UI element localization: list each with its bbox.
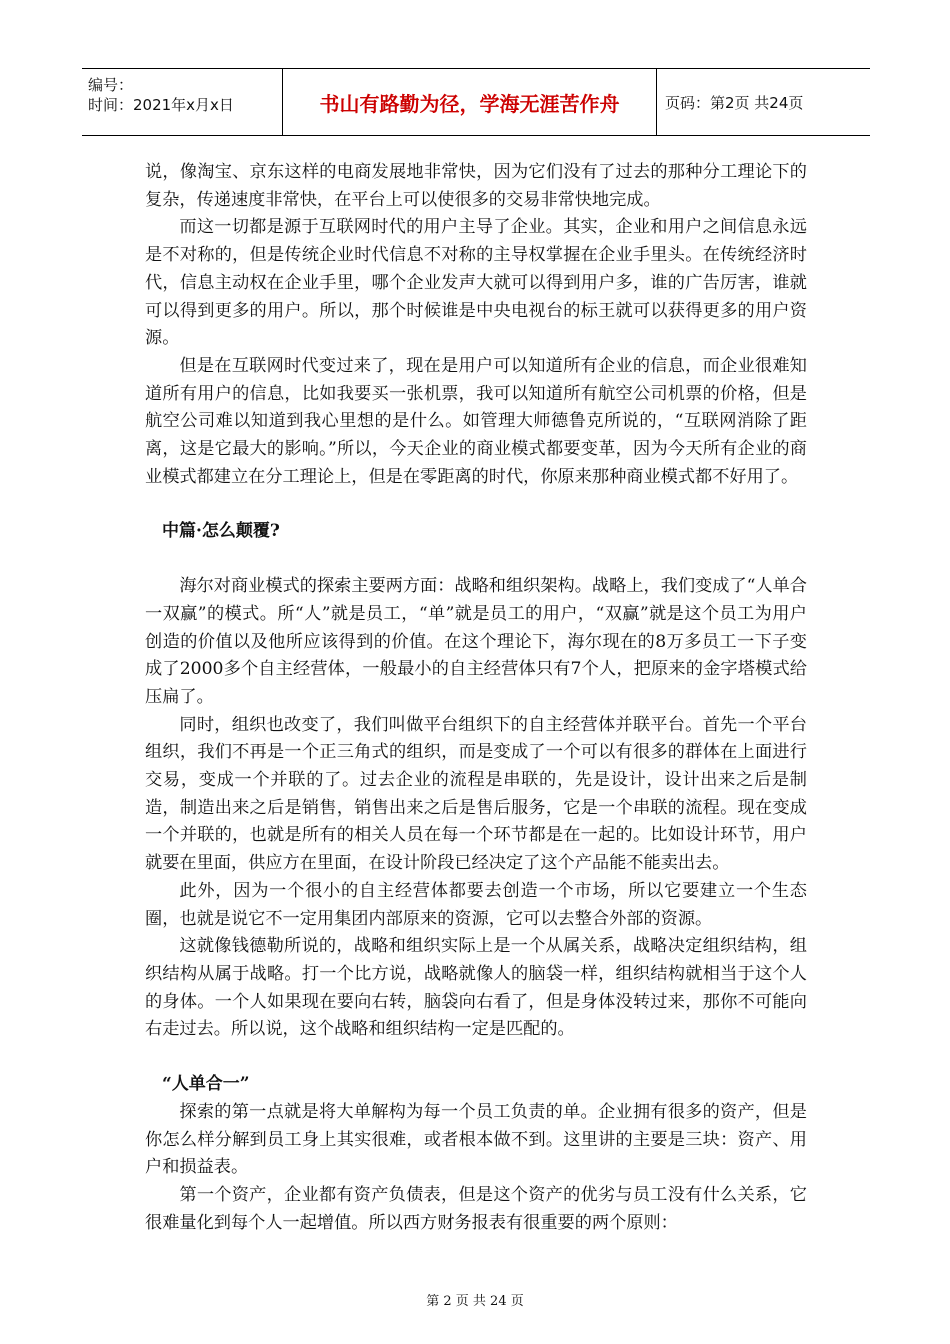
- paragraph: 而这一切都是源于互联网时代的用户主导了企业。其实，企业和用户之间信息永远是不对称的，但是传统企业时代信息不对称的主导权掌握在企业手里头。在传统经济时代，信息主动权在企业手里，哪个企业发声大就可以得到用户多，谁的广告厉害，谁就可以得到更多的用户。所以，那个时候谁是中央电视台的标王就可以获得更多的用户资源。: [145, 217, 807, 349]
- document-body: [145, 159, 807, 1237]
- number-label: 编号：: [88, 76, 134, 94]
- paragraph: 探索的第一点就是将大单解构为每一个员工负责的单。企业拥有很多的资产，但是你怎么样分解到员工身上其实很难，或者根本做不到。这里讲的主要是三块：资产、用户和损益表。: [145, 1101, 807, 1178]
- paragraph: 此外，因为一个很小的自主经营体都要去创造一个市场，所以它要建立一个生态圈，也就是说它不一定用集团内部原来的资源，它可以去整合外部的资源。: [145, 880, 807, 929]
- header-meta: [82, 69, 283, 135]
- paragraph: 第一个资产，企业都有资产负债表，但是这个资产的优劣与员工没有什么关系，它很难量化到每个人一起增值。所以西方财务报表有很重要的两个原则：: [145, 1184, 807, 1233]
- paragraph: 同时，组织也改变了，我们叫做平台组织下的自主经营体并联平台。首先一个平台组织，我们不再是一个正三角式的组织，而是变成了一个可以有很多的群体在上面进行交易，变成一个并联的了。过去企业的流程是串联的，先是设计，设计出来之后是制造，制造出来之后是销售，销售出来之后是售后服务，它是一个串联的流程。现在变成一个并联的，也就是所有的相关人员在每一个环节都是在一起的。比如设计环节，用户就要在里面，供应方在里面，在设计阶段已经决定了这个产品能不能卖出去。: [145, 714, 807, 874]
- header-motto: 书山有路勤为径，学海无涯苦作舟: [283, 69, 657, 135]
- paragraph: 海尔对商业模式的探索主要两方面：战略和组织架构。战略上，我们变成了“人单合一双赢”的模式。所“人”就是员工，“单”就是员工的用户，“双赢”就是这个员工为用户创造的价值以及他所应该得到的价值。在这个理论下，海尔现在的8万多员工一下子变成了2000多个自主经营体，一般最小的自主经营体只有7个人，把原来的金字塔模式给压扁了。: [145, 576, 807, 707]
- section-heading: “人单合一”: [162, 1074, 250, 1095]
- paragraph: 但是在互联网时代变过来了，现在是用户可以知道所有企业的信息，而企业很难知道所有用户的信息，比如我要买一张机票，我可以知道所有航空公司机票的价格，但是航空公司难以知道到我心里想的是什么。如管理大师德鲁克所说的，“互联网消除了距离，这是它最大的影响。”所以，今天企业的商业模式都要变革，因为今天所有企业的商业模式都建立在分工理论上，但是在零距离的时代，你原来那种商业模式都不好用了。: [145, 355, 807, 487]
- time-label: 时间：2021年x月x日: [88, 96, 234, 114]
- header-page-info: 页码：第2页 共24页: [665, 93, 804, 112]
- paragraph: 这就像钱德勒所说的，战略和组织实际上是一个从属关系，战略决定组织结构，组织结构从属于战略。打一个比方说，战略就像人的脑袋一样，组织结构就相当于这个人的身体。一个人如果现在要向右转，脑袋向右看了，但是身体没转过来，那你不可能向右走过去。所以说，这个战略和组织结构一定是匹配的。: [145, 936, 807, 1040]
- section-heading: 中篇·怎么颠覆?: [162, 521, 280, 542]
- header-table: [82, 68, 870, 136]
- page-footer: 第 2 页 共 24 页: [426, 1294, 524, 1309]
- paragraph: 说，像淘宝、京东这样的电商发展地非常快，因为它们没有了过去的那种分工理论下的复杂，传递速度非常快，在平台上可以使很多的交易非常快地完成。: [145, 162, 807, 210]
